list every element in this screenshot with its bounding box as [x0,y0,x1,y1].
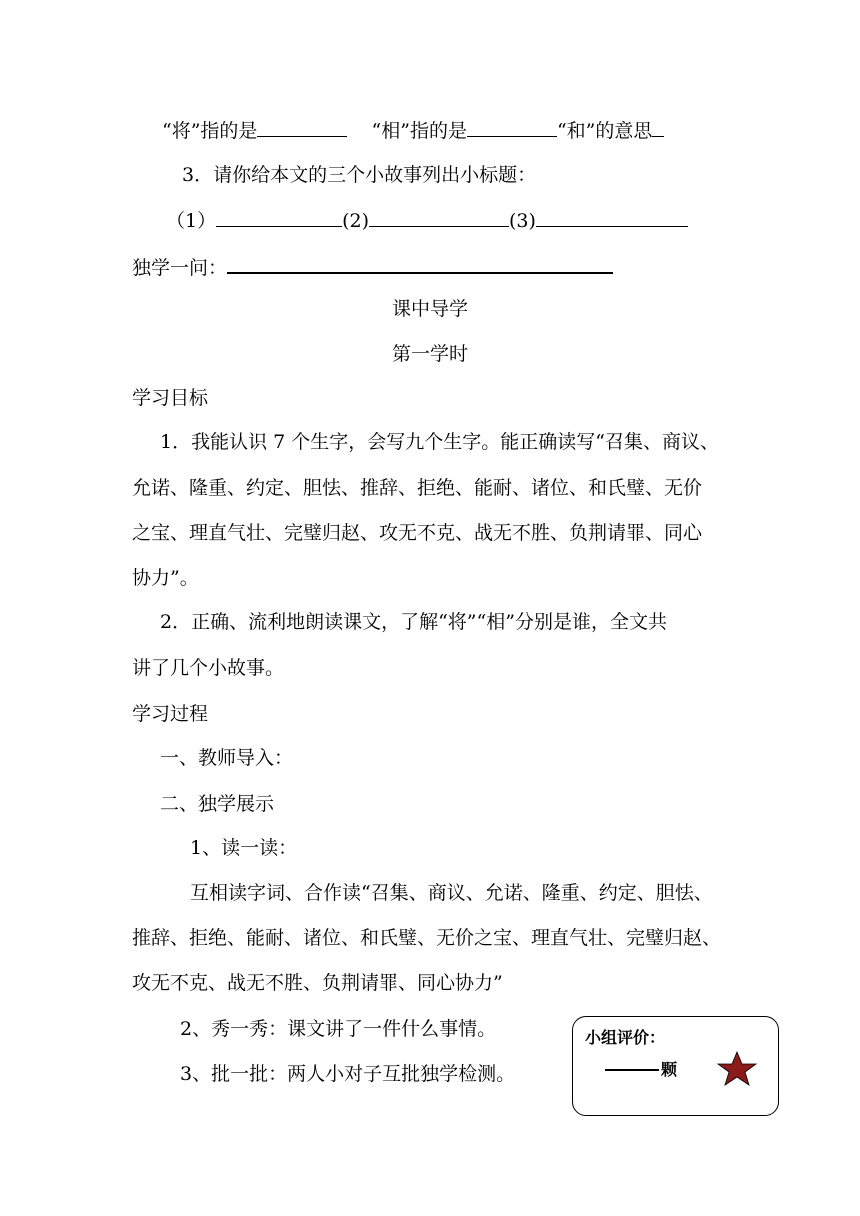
self-question-line [132,254,613,280]
goals-heading: 学习目标 [132,387,209,409]
read-text-line-3: 攻无不克、战无不胜、负荆请罪、同心协力” [132,972,503,994]
q3-answer-line [166,208,688,233]
fill-line-jiang-xiang-he [162,118,664,143]
section-title: 课中导学 [391,298,468,320]
goal-1-line-2: 允诺、隆重、约定、胆怯、推辞、拒绝、能耐、诸位、和氏璧、无价 [132,477,703,499]
q3-item-2-blank[interactable] [369,208,509,227]
process-heading: 学习过程 [132,703,209,725]
goal-2-line-1: 2．正确、流利地朗读课文，了解“将”“相”分别是谁，全文共 [160,611,667,633]
jiang-blank[interactable] [257,118,347,137]
goal-1-line-3: 之宝、理直气壮、完璧归赵、攻无不克、战无不胜、负荆请罪、同心 [132,522,703,544]
q3-item-3-blank[interactable] [536,208,688,227]
group-evaluation-box [572,1016,779,1116]
self-question-blank[interactable] [227,254,613,274]
q3-item-1-blank[interactable] [216,208,342,227]
step-2: 二、独学展示 [160,793,275,815]
q3-item-1-label: （1） [166,210,217,232]
lesson-title: 第一学时 [391,343,468,365]
q3-item-2-label: (2) [342,210,370,232]
goal-2-line-2: 讲了几个小故事。 [132,657,285,679]
sub-step-3: 3、批一批：两人小对子互批独学检测。 [180,1063,516,1085]
read-text-line-2: 推辞、拒绝、能耐、诸位、和氏璧、无价之宝、理直气壮、完璧归赵、 [132,927,722,949]
he-label: “和”的意思 [556,120,653,142]
goal-1-line-1: 1．我能认识 7 个生字，会写九个生字。能正确读写“召集、商议、 [160,431,719,453]
question-3: 3．请你给本文的三个小故事列出小标题： [182,164,537,186]
he-blank[interactable] [652,118,664,137]
star-count-blank[interactable] [605,1069,659,1071]
xiang-label: “相”指的是 [371,120,467,142]
q3-item-3-label: (3) [509,210,536,232]
read-text-line-1: 互相读字词、合作读“召集、商议、允诺、隆重、约定、胆怯、 [190,882,713,904]
star-icon [715,1051,759,1087]
jiang-label: “将”指的是 [162,120,258,142]
star-unit-label: 颗 [661,1060,678,1079]
group-evaluation-title: 小组评价： [585,1028,666,1047]
self-question-label: 独学一问： [132,257,228,279]
step-1: 一、教师导入： [160,747,294,769]
xiang-blank[interactable] [467,118,557,137]
goal-1-line-4: 协力”。 [132,567,199,589]
sub-step-1: 1、读一读： [190,837,298,859]
sub-step-2: 2、秀一秀：课文讲了一件什么事情。 [180,1018,497,1040]
